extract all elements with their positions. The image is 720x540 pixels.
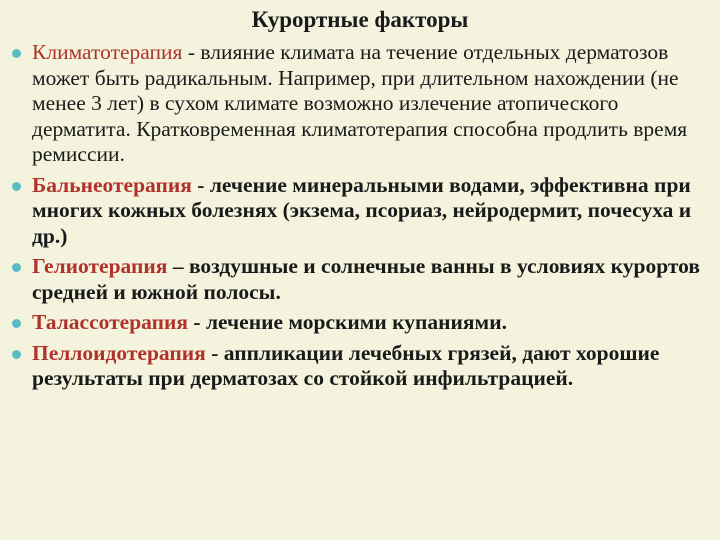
- bullet-dot-icon: [12, 263, 21, 272]
- factor-list: [10, 40, 710, 397]
- list-item-pelloidotherapy: [10, 341, 710, 392]
- description-balneotherapy: - лечение минеральными водами, эффективна при многих кожных болезнях (экзема, псориаз, нейродермит, почесуха и др.): [32, 172, 692, 248]
- description-thalassotherapy: - лечение морскими купаниями.: [188, 310, 507, 334]
- bullet-dot-icon: [12, 182, 21, 191]
- term-balneotherapy: Бальнеотерапия: [32, 172, 192, 197]
- description-heliotherapy: – воздушные и солнечные ванны в условиях курортов средней и южной полосы.: [32, 254, 700, 304]
- list-item-thalassotherapy: [10, 310, 710, 336]
- description-climatotherapy: - влияние климата на течение отдельных дерматозов может быть радикальным. Например, при длительном нахождении (не менее 3 лет) в сухом климате возможно излечение атопического дерматита. Кратковременная климатотерапия способна продлить время ремиссии.: [32, 40, 688, 166]
- term-climatotherapy: Климатотерапия: [32, 40, 183, 64]
- term-heliotherapy: Гелиотерапия: [32, 254, 168, 278]
- term-pelloidotherapy: Пеллоидотерапия: [32, 340, 206, 365]
- bullet-dot-icon: [12, 350, 21, 359]
- term-thalassotherapy: Талассотерапия: [32, 310, 189, 334]
- bullet-dot-icon: [12, 319, 21, 328]
- list-item-climatotherapy: [10, 40, 710, 168]
- slide-title: Курортные факторы: [251, 7, 469, 32]
- description-pelloidotherapy: - аппликации лечебных грязей, дают хорошие результаты при дерматозах со стойкой инфильтрацией.: [32, 340, 660, 390]
- list-item-balneotherapy: [10, 173, 710, 250]
- list-item-heliotherapy: [10, 254, 710, 305]
- bullet-dot-icon: [12, 49, 21, 58]
